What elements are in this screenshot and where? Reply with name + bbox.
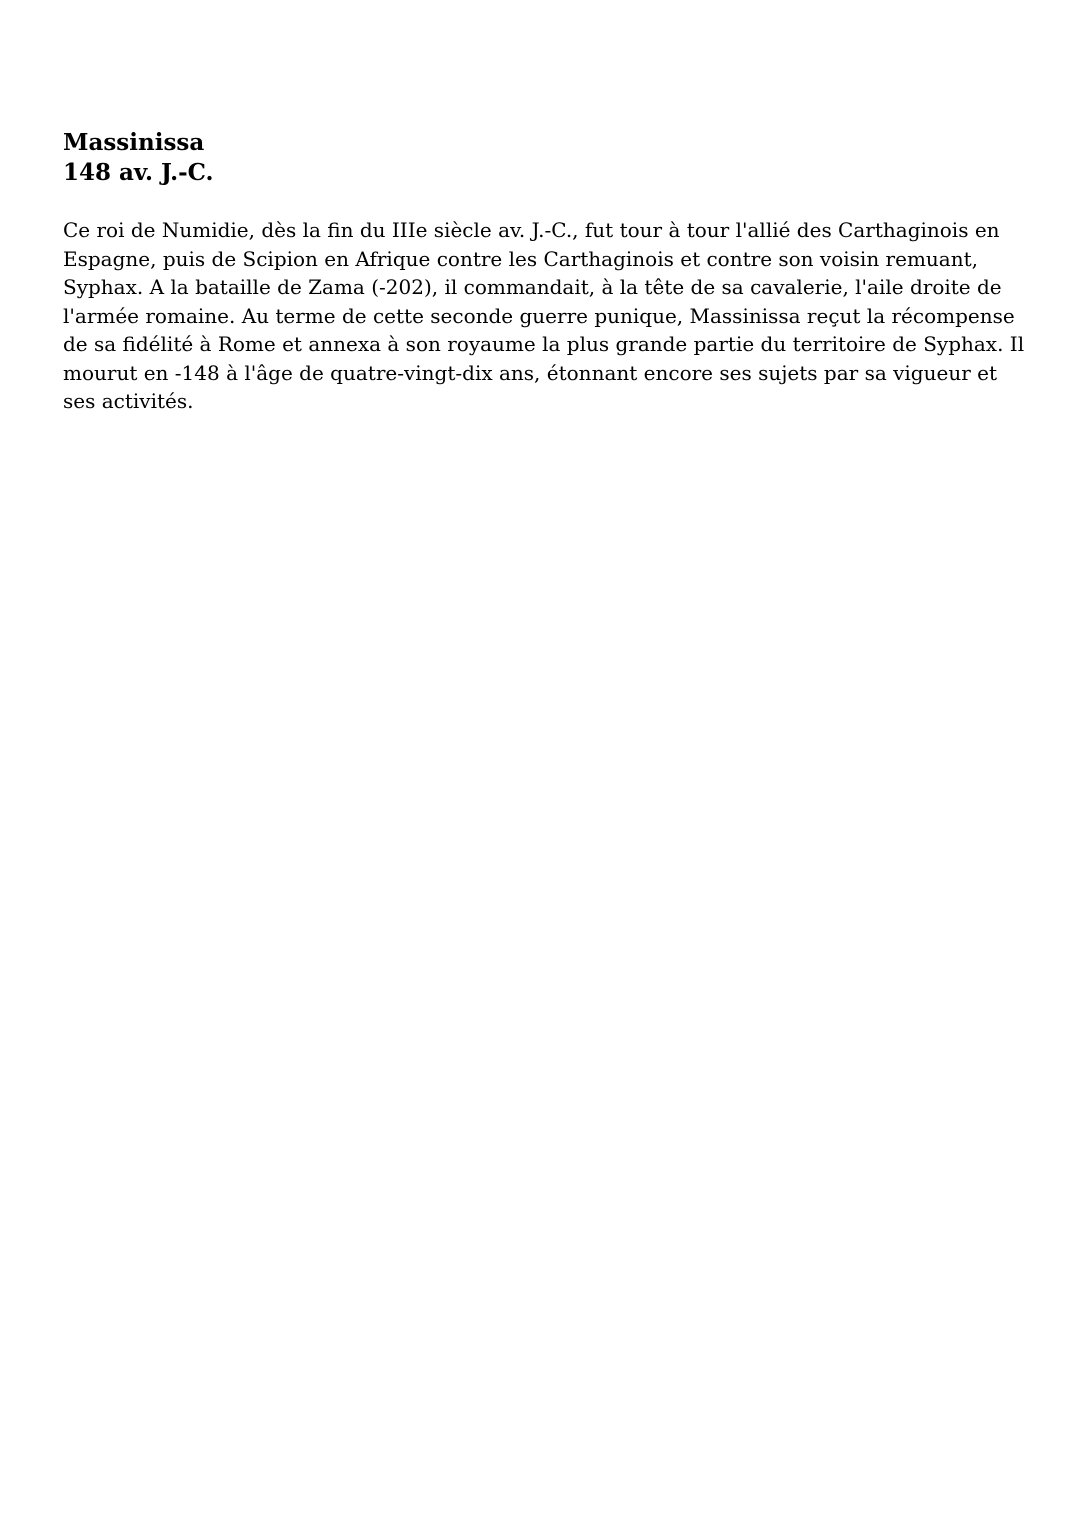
body-line: ses activités. [63, 389, 194, 413]
page-title: Massinissa [63, 129, 205, 156]
document-heading [63, 128, 1023, 188]
body-line: mourut en -148 à l'âge de quatre-vingt-dix ans, étonnant encore ses sujets par sa vigueur et [63, 360, 997, 385]
body-line: l'armée romaine. Au terme de cette seconde guerre punique, Massinissa reçut la récompense [63, 303, 1015, 328]
body-line: Ce roi de Numidie, dès la fin du IIIe siècle av. J.-C., fut tour à tour l'allié des Carthaginois en [63, 218, 1000, 242]
page-subtitle-date: 148 av. J.-C. [63, 159, 214, 186]
body-line: Syphax. A la bataille de Zama (-202), il commandait, à la tête de sa cavalerie, l'aile droite de [63, 275, 1002, 299]
body-line: Espagne, puis de Scipion en Afrique contre les Carthaginois et contre son voisin remuant, [63, 246, 978, 271]
document-page [63, 128, 1023, 416]
body-paragraph [63, 216, 1023, 416]
body-line: de sa fidélité à Rome et annexa à son royaume la plus grande partie du territoire de Syphax. Il [63, 332, 1025, 356]
